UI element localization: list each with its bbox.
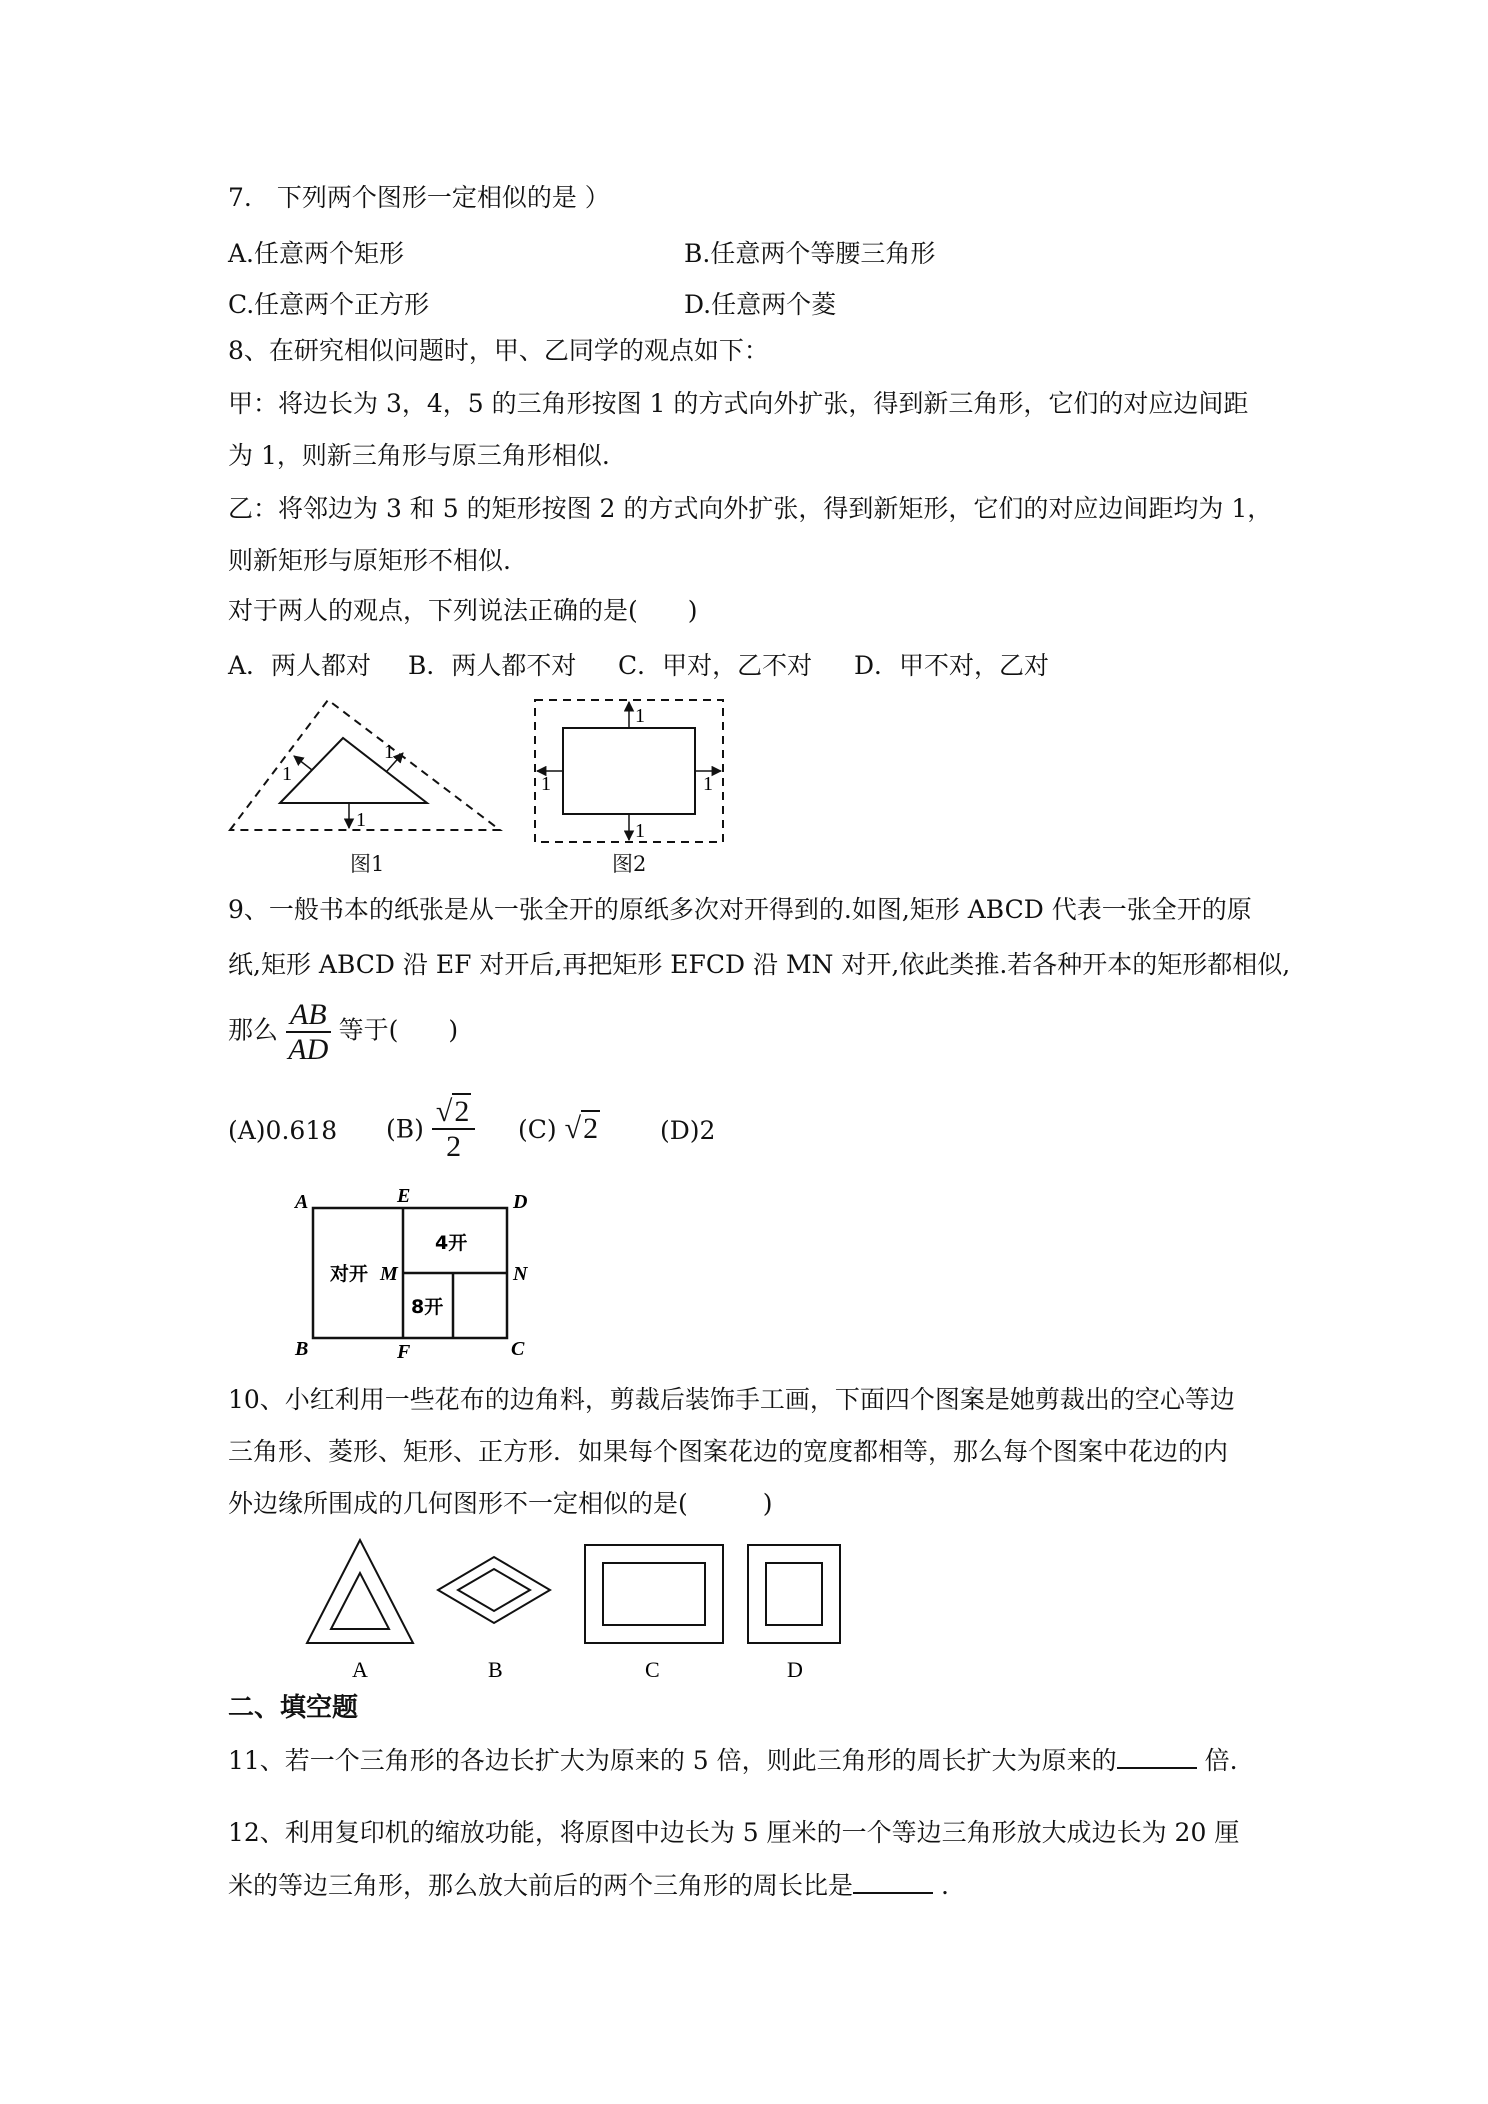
shape-b-outer-rhombus [438, 1557, 550, 1623]
shape-d-outer-square [748, 1545, 840, 1643]
q7-option-d: D.任意两个菱 [684, 290, 837, 319]
q10-line3: 外边缘所围成的几何图形不一定相似的是( ) [228, 1489, 773, 1518]
label-f: F [397, 1341, 411, 1360]
q9-line1: 9、一般书本的纸张是从一张全开的原纸多次对开得到的.如图,矩形 ABCD 代表一张全开的原 [228, 895, 1252, 924]
q12-post: . [933, 1871, 949, 1900]
q10-line1: 10、小红利用一些花布的边角料，剪裁后装饰手工画，下面四个图案是她剪裁出的空心等边 [228, 1385, 1235, 1414]
q9-option-c-radicand: 2 [583, 1112, 599, 1145]
inner-rectangle [563, 728, 695, 814]
q8-ask: 对于两人的观点，下列说法正确的是( ) [228, 596, 698, 625]
q7-stem: 7. 下列两个图形一定相似的是 ） [228, 183, 610, 212]
q11-answer-blank[interactable] [1117, 1745, 1197, 1769]
label-half: 对开 [330, 1263, 369, 1285]
gap-label-right: 1 [384, 741, 394, 763]
q9-option-c-label: (C) [518, 1115, 557, 1144]
q9-line3 [228, 998, 458, 1066]
section-2-title: 二、填空题 [228, 1693, 359, 1723]
q11-pre: 11、若一个三角形的各边长扩大为原来的 5 倍，则此三角形的周长扩大为原来的 [228, 1746, 1117, 1775]
gap-label-left: 1 [282, 763, 292, 785]
figure-2-rectangle [525, 690, 735, 850]
q12-line1: 12、利用复印机的缩放功能，将原图中边长为 5 厘米的一个等边三角形放大成边长为 20 厘 [228, 1818, 1240, 1847]
q9-fraction [286, 998, 331, 1066]
q8-yi-line2: 则新矩形与原矩形不相似. [228, 546, 511, 575]
q8-yi-line1: 乙：将邻边为 3 和 5 的矩形按图 2 的方式向外扩张，得到新矩形，它们的对应边间距均为 1， [228, 494, 1273, 523]
q8-jia-line2: 为 1，则新三角形与原三角形相似. [228, 441, 610, 470]
label-n: N [513, 1263, 528, 1285]
q9-option-b-denominator: 2 [446, 1130, 462, 1163]
label-d: D [513, 1191, 528, 1213]
q10-line2: 三角形、菱形、矩形、正方形．如果每个图案花边的宽度都相等，那么每个图案中花边的内 [228, 1437, 1229, 1466]
gap-label-bottom: 1 [356, 809, 366, 831]
gap-label-top: 1 [635, 705, 645, 727]
q9-option-b-radicand: 2 [454, 1095, 470, 1128]
q8-intro: 8、在研究相似问题时，甲、乙同学的观点如下： [228, 336, 769, 365]
label-e: E [397, 1185, 411, 1207]
q9-option-c: (C) √2 [518, 1112, 599, 1145]
q10-shapes [300, 1535, 860, 1685]
q9-option-d: (D)2 [660, 1116, 716, 1145]
figure-2-caption: 图2 [612, 852, 647, 876]
shape-label-a: A [352, 1657, 368, 1682]
q9-line2: 纸,矩形 ABCD 沿 EF 对开后,再把矩形 EFCD 沿 MN 对开,依此类推.若各种开本的矩形都相似, [228, 950, 1291, 979]
shape-c-outer-rectangle [585, 1545, 723, 1643]
q8-option-d: D．甲不对，乙对 [854, 651, 1050, 680]
q8-option-c: C．甲对，乙不对 [618, 651, 813, 680]
q9-option-b-numerator: √2 [432, 1095, 475, 1130]
shape-d-inner-square [766, 1563, 822, 1625]
q8-option-a: A．两人都对 [228, 651, 372, 680]
label-a: A [295, 1191, 309, 1213]
q11-line [228, 1745, 1238, 1776]
gap-label-bottom-2: 1 [635, 820, 645, 842]
gap-label-left-2: 1 [541, 773, 551, 795]
q8-option-b: B．两人都不对 [408, 651, 577, 680]
inner-triangle [280, 738, 427, 803]
shape-a-outer-triangle [307, 1540, 413, 1643]
gap-arrow-left [294, 756, 312, 770]
label-c: C [511, 1338, 525, 1360]
paper-folding-figure [285, 1180, 535, 1360]
gap-label-right-2: 1 [703, 773, 713, 795]
shape-c-inner-rectangle [603, 1563, 705, 1625]
q9-option-b-label: (B) [386, 1114, 424, 1144]
q9-option-a: (A)0.618 [228, 1116, 338, 1145]
figure-1-caption: 图1 [350, 852, 385, 876]
q9-fraction-numerator: AB [286, 998, 331, 1033]
q7-option-b: B.任意两个等腰三角形 [684, 239, 936, 268]
q7-option-a: A.任意两个矩形 [228, 239, 405, 268]
q8-jia-line1: 甲：将边长为 3，4，5 的三角形按图 1 的方式向外扩张，得到新三角形，它们的对应边间距 [228, 389, 1249, 418]
q12-line2 [228, 1870, 949, 1901]
q9-line3-post: 等于( ) [338, 1015, 459, 1045]
q9-fraction-denominator: AD [288, 1033, 329, 1066]
q12-answer-blank[interactable] [853, 1870, 933, 1894]
q12-pre: 米的等边三角形，那么放大前后的两个三角形的周长比是 [228, 1871, 854, 1900]
q9-line3-pre: 那么 [228, 1015, 279, 1045]
label-m: M [380, 1263, 398, 1285]
q9-option-b [386, 1095, 475, 1163]
shape-label-d: D [787, 1657, 803, 1682]
q9-option-b-fraction [432, 1095, 475, 1163]
shape-b-inner-rhombus [458, 1569, 530, 1611]
q11-post: 倍. [1196, 1746, 1238, 1775]
q7-option-c: C.任意两个正方形 [228, 290, 430, 319]
label-quarter: 4开 [435, 1232, 468, 1254]
label-b: B [295, 1338, 309, 1360]
shape-label-b: B [488, 1657, 503, 1682]
label-eighth: 8开 [411, 1296, 444, 1318]
shape-label-c: C [645, 1657, 660, 1682]
figure-1-triangle [220, 690, 520, 870]
